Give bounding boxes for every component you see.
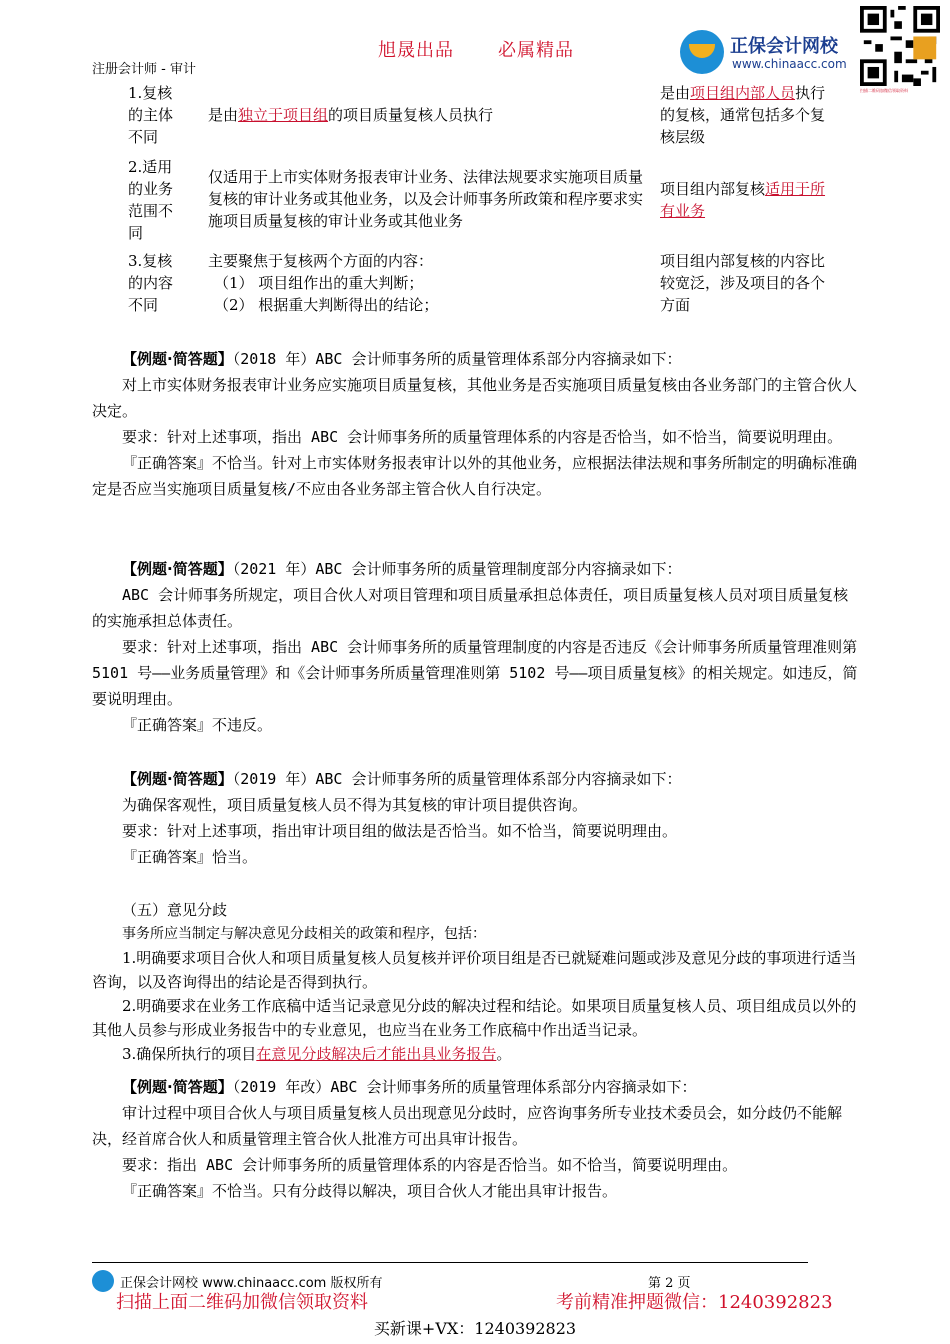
row2-head: 2.适用的业务范围不同 <box>128 158 174 242</box>
example2: 【例题·简答题】（2021 年）ABC 会计师事务所的质量管理制度部分内容摘录如下： ABC 会计师事务所规定，项目合伙人对项目管理和项目质量承担总体责任，项目质量复核人员对项目质量复核的实施承担总体责任。 要求：针对上述事项，指出 ABC 会计师事务所的质量管理制度的内容是否违反《会计师事务所质量管理准则第 5101 号——业务质量管理》和《会计师事务所质量管理准则第 5102 号——项目质量复核》的相关规定。如违反，简要说明理由。 『正确答案』不违反。 <box>92 560 858 734</box>
row3-mid: 主要聚焦于复核两个方面的内容： （1） 项目组作出的重大判断； （2） 根据重大判断得出的结论； <box>208 252 439 314</box>
section-title: （五）意见分歧 <box>122 901 228 919</box>
row3-head: 3.复核的内容不同 <box>128 252 174 314</box>
logo-emblem-icon <box>680 30 724 74</box>
row3-right: 项目组内部复核的内容比较宽泛，涉及项目的各个方面 <box>660 252 826 314</box>
subject-header: 注册会计师 - 审计 <box>92 62 196 77</box>
example1: 【例题·简答题】（2018 年）ABC 会计师事务所的质量管理体系部分内容摘录如下： 对上市实体财务报表审计业务应实施项目质量复核，其他业务是否实施项目质量复核由各业务部门的主管合伙人决定。 要求：针对上述事项，指出 ABC 会计师事务所的质量管理体系的内容是否恰当，如不恰当，简要说明理由。 『正确答案』不恰当。针对上市实体财务报表审计以外的其他业务，应根据法律法规和事务所制定的明确标准确定是否应当实施项目质量复核/不应由各业务部主管合伙人自行决定。 <box>92 350 858 498</box>
footer-copyright: 正保会计网校 www.chinaacc.com 版权所有 <box>120 1276 383 1291</box>
row2-mid: 仅适用于上市实体财务报表审计业务、法律法规要求实施项目质量复核的审计业务或其他业务，以及会计师事务所政策和程序要求实施项目质量复核的审计业务或其他业务 <box>208 168 644 230</box>
qr-caption: 扫描二维码加微信领取资料 <box>860 88 908 93</box>
page-number: 第 2 页 <box>648 1276 691 1291</box>
slogan-right: 必属精品 <box>498 40 574 61</box>
example4: 【例题·简答题】（2019 年改）ABC 会计师事务所的质量管理体系部分内容摘录如下： 审计过程中项目合伙人与项目质量复核人员出现意见分歧时，应咨询事务所专业技术委员会，如分歧仍不能解决，经首席合伙人和质量管理主管合伙人批准方可出具审计报告。 要求：指出 ABC 会计师事务所的质量管理体系的内容是否恰当。如不恰当，简要说明理由。 『正确答案』不恰当。只有分歧得以解决，项目合伙人才能出具审计报告。 <box>92 1078 843 1200</box>
highlight-all-business: 适用于所有业务 <box>660 180 826 220</box>
section-disagreement: （五）意见分歧 事务所应当制定与解决意见分歧相关的政策和程序，包括： 1.明确要求项目合伙人和项目质量复核人员复核并评价项目组是否已就疑难问题或涉及意见分歧的事项进行适当咨询，以及咨询得出的结论是否得到执行。 2.明确要求在业务工作底稿中适当记录意见分歧的解决过程和结论。如果项目质量复核人员、项目组成员以外的其他人员参与形成业务报告中的专业意见，也应当在业务工作底稿中作出适当记录。 3.确保所执行的项目在意见分歧解决后才能出具业务报告。 <box>92 898 862 1066</box>
footer-cta-left: 扫描上面二维码加微信领取资料 <box>116 1292 368 1313</box>
footer-buy-note: 买新课+VX：1240392823 <box>373 1319 577 1338</box>
logo-url: www.chinaacc.com <box>732 57 847 71</box>
logo-title: 正保会计网校 <box>730 36 838 57</box>
example3: 【例题·简答题】（2019 年）ABC 会计师事务所的质量管理体系部分内容摘录如下： 为确保客观性，项目质量复核人员不得为其复核的审计项目提供咨询。 要求：针对上述事项，指出审计项目组的做法是否恰当。如不恰当，简要说明理由。 『正确答案』恰当。 <box>122 770 682 866</box>
row1-mid: 是由独立于项目组的项目质量复核人员执行 <box>208 106 494 124</box>
highlight-resolve-first: 在意见分歧解决后才能出具业务报告 <box>256 1045 497 1063</box>
slogan-left: 旭晟出品 <box>378 40 454 61</box>
row2-right: 项目组内部复核适用于所有业务 <box>660 180 826 220</box>
chinaacc-logo <box>680 30 858 76</box>
footer-logo-icon <box>92 1270 114 1292</box>
footer-cta-right: 考前精准押题微信：1240392823 <box>556 1292 833 1313</box>
highlight-independent: 独立于项目组 <box>238 106 329 124</box>
row1-right: 是由项目组内部人员执行的复核，通常包括多个复核层级 <box>660 84 826 146</box>
highlight-internal: 项目组内部人员 <box>690 84 796 102</box>
qr-code-icon[interactable] <box>860 6 940 86</box>
footer-divider <box>92 1262 808 1263</box>
row1-head: 1.复核的主体不同 <box>128 84 174 146</box>
